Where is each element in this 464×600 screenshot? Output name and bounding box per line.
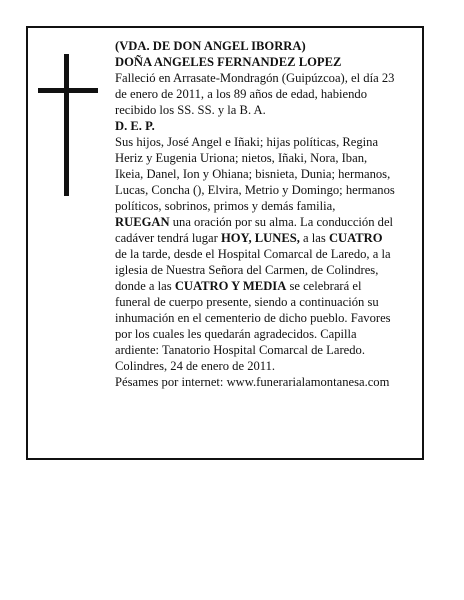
time-bold: CUATRO xyxy=(328,231,383,245)
ruegan-word: RUEGAN xyxy=(115,215,170,229)
family-line: Sus hijos, José Angel e Iñaki; hijas políticas, Regina xyxy=(115,135,379,149)
family-line: políticos, sobrinos, primos y demás familia, xyxy=(115,199,336,213)
web-condolences-line: Pésames por internet: www.funerarialamontanesa.com xyxy=(115,375,390,389)
widow-line: (VDA. DE DON ANGEL IBORRA) xyxy=(115,39,306,53)
funeral-text: donde a las xyxy=(115,279,175,293)
obituary-text xyxy=(115,38,418,390)
conduction-text: cadáver tendrá lugar xyxy=(115,231,221,245)
conduction-text: a las xyxy=(299,231,329,245)
funeral-line: inhumación en el cementerio de dicho pueblo. Favores xyxy=(115,311,391,325)
death-info-line: de enero de 2011, a los 89 años de edad, habiendo xyxy=(115,87,368,101)
conduction-line: de la tarde, desde el Hospital Comarcal de Laredo, a la xyxy=(115,247,391,261)
funeral-line: ardiente: Tanatorio Hospital Comarcal de Laredo. xyxy=(115,343,365,357)
funeral-time-bold: CUATRO Y MEDIA xyxy=(174,279,287,293)
death-info-line: recibido los SS. SS. y la B. A. xyxy=(115,103,266,117)
deceased-name: DOÑA ANGELES FERNANDEZ LOPEZ xyxy=(115,55,342,69)
death-info-line: Falleció en Arrasate-Mondragón (Guipúzcoa), el día 23 xyxy=(115,71,395,85)
request-text: una oración por su alma. La conducción del xyxy=(169,215,394,229)
date-line: Colindres, 24 de enero de 2011. xyxy=(115,359,276,373)
request-line xyxy=(115,214,418,230)
dep-line: D. E. P. xyxy=(115,119,155,133)
family-line: Heriz y Eugenia Uriona; nietos, Iñaki, Nora, Iban, xyxy=(115,151,368,165)
family-line: Ikeia, Danel, Ion y Ohiana; bisnieta, Dunia; hermanos, xyxy=(115,167,391,181)
funeral-line xyxy=(115,278,418,294)
conduction-line xyxy=(115,230,418,246)
conduction-line: iglesia de Nuestra Señora del Carmen, de Colindres, xyxy=(115,263,379,277)
day-bold: HOY, LUNES, xyxy=(220,231,300,245)
cross-icon xyxy=(38,54,98,196)
funeral-line: funeral de cuerpo presente, siendo a continuación su xyxy=(115,295,379,309)
family-line: Lucas, Concha (), Elvira, Metrio y Domingo; hermanos xyxy=(115,183,395,197)
funeral-text: se celebrará el xyxy=(286,279,362,293)
funeral-line: por los cuales les quedarán agradecidos. Capilla xyxy=(115,327,357,341)
